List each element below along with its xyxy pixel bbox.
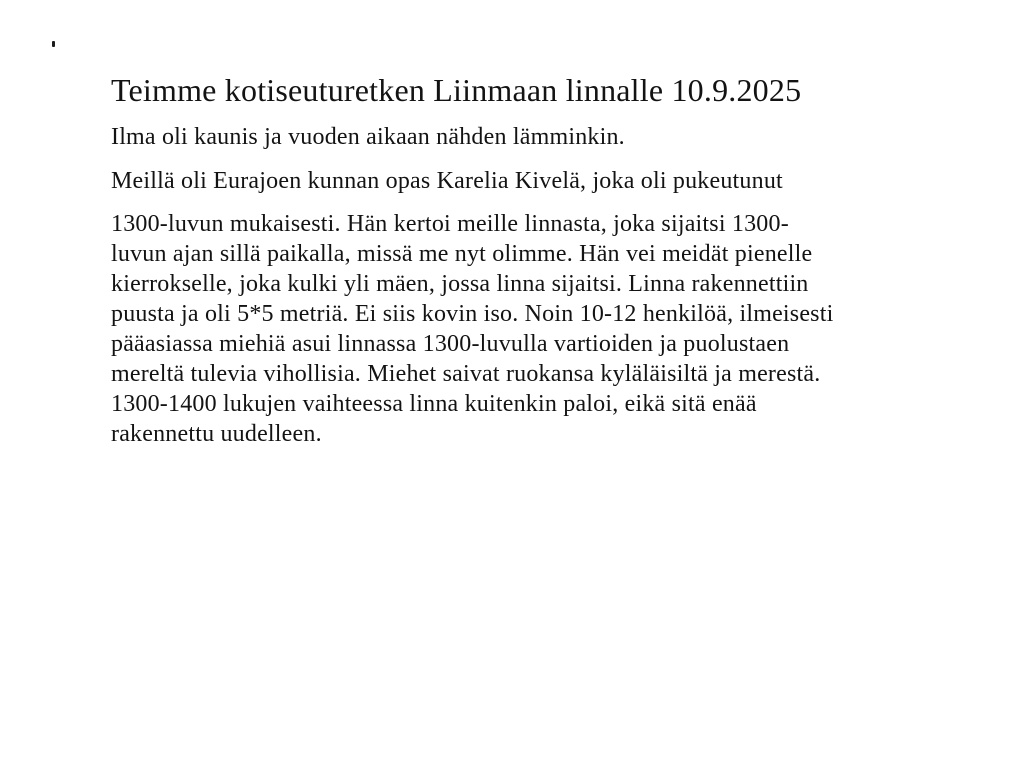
text-line: 1300-luvun mukaisesti. Hän kertoi meille linnasta, joka sijaitsi 1300- [111,211,789,237]
paragraph-guide: Meillä oli Eurajoen kunnan opas Karelia Kivelä, joka oli pukeutunut [111,168,783,194]
text-line: rakennettu uudelleen. [111,421,322,447]
page-title: Teimme kotiseuturetken Liinmaan linnalle 10.9.2025 [111,72,802,108]
paragraph-castle-history [111,209,981,449]
text-line: 1300-1400 lukujen vaihteessa linna kuitenkin paloi, eikä sitä enää [111,391,757,417]
text-line: puusta ja oli 5*5 metriä. Ei siis kovin iso. Noin 10-12 henkilöä, ilmeisesti [111,301,834,327]
text-line: mereltä tulevia vihollisia. Miehet saivat ruokansa kyläläisiltä ja merestä. [111,361,821,387]
stray-dot-mark [52,41,55,47]
text-line: luvun ajan sillä paikalla, missä me nyt olimme. Hän vei meidät pienelle [111,241,813,267]
document-body [111,70,981,449]
text-line: pääasiassa miehiä asui linnassa 1300-luvulla vartioiden ja puolustaen [111,331,790,357]
paragraph-weather: Ilma oli kaunis ja vuoden aikaan nähden lämminkin. [111,124,625,150]
text-line: kierrokselle, joka kulki yli mäen, jossa linna sijaitsi. Linna rakennettiin [111,271,809,297]
